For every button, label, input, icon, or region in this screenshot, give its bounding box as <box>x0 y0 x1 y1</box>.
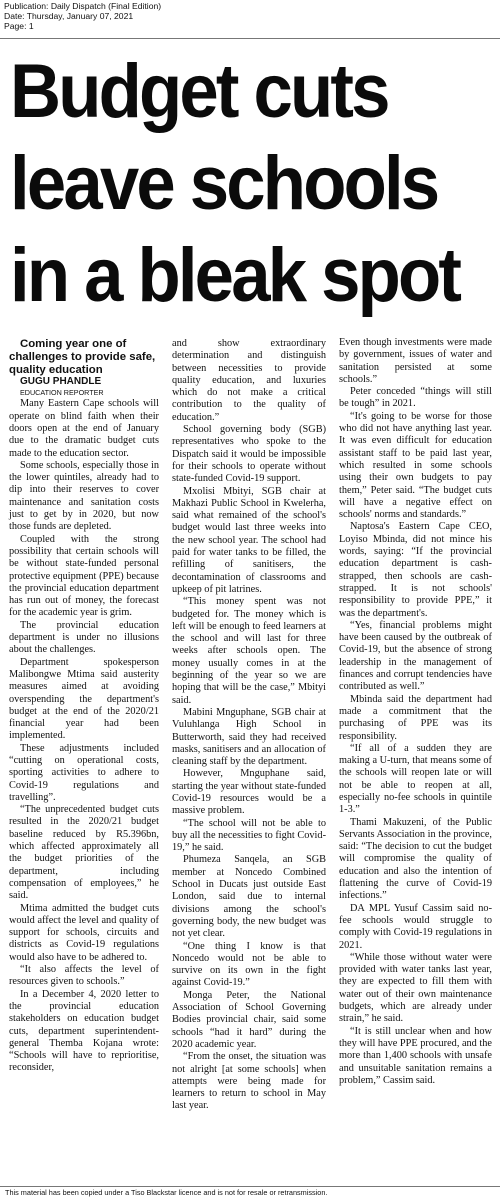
paragraph: “The school will not be able to buy all the necessities to fight Covid-19,” he said. <box>172 817 326 854</box>
page-line: Page: 1 <box>4 21 34 32</box>
top-divider <box>0 38 500 39</box>
paragraph: These adjustments included “cutting on operational costs, sporting activities to adhere to Covid-19 regulations and travelling”. <box>9 742 159 803</box>
paragraph: Monga Peter, the National Association of School Governing Bodies provincial chair, said some schools “had it hard” during the 2020 academic year. <box>172 989 326 1050</box>
paragraph: Naptosa's Eastern Cape CEO, Loyiso Mbinda, did not mince his words, saying: “If the provincial education department is cash-strapped, then schools are cash-strapped. It is not schools' responsibility to provide PPE,” it was the department's. <box>339 521 492 619</box>
paragraph: Many Eastern Cape schools will operate on blind faith when their doors open at the end of January due to the dramatic budget cuts made to the education sector. <box>9 398 159 459</box>
paragraph: “The unprecedented budget cuts resulted in the 2020/21 budget baseline reduced by R5.396bn, which affected approximately all the budget priorities of the department, including compensation of employees,” he said. <box>9 804 159 902</box>
paragraph: “While those without water were provided with water tanks last year, they are expected to fill them with water out of their own maintenance budgets, which are already under strain,” he said. <box>339 951 492 1025</box>
article-column-2 <box>172 338 326 1113</box>
paragraph: “It's going to be worse for those who did not have anything last year. It was even difficult for education assistant staff to be paid last year, which resulted in some schools using their own budgets to pay them,” Peter said. “The budget cuts will have a negative effect on schools' norms and standards.” <box>339 410 492 521</box>
paragraph: “Yes, financial problems might have been caused by the outbreak of Covid-19, but the absence of strong leadership in the management of finances and corrupt tendencies have contributed as well.” <box>339 619 492 693</box>
headline-line-2: leave schools <box>10 141 438 226</box>
paragraph: “If all of a sudden they are making a U-turn, that means some of the schools will reopen late or will not be able to reopen at all, especially no-fee schools in quintile 1-3.” <box>339 742 492 816</box>
publication-meta <box>4 1 161 32</box>
headline <box>10 46 460 322</box>
headline-line-3: in a bleak spot <box>10 233 460 318</box>
copyright-footer: This material has been copied under a Tiso Blackstar licence and is not for resale or retransmission. <box>5 1188 328 1197</box>
paragraph: Thami Makuzeni, of the Public Servants Association in the province, said: “The decision to cut the budget will compromise the quality of education and also the intention of flattening the curve of Covid-19 infections.” <box>339 816 492 902</box>
paragraph: The provincial education department is under no illusions about the challenges. <box>9 619 159 656</box>
paragraph: Phumeza Sanqela, an SGB member at Noncedo Combined School in Ducats just outside East London, said due to internal divisions among the school's governing body, the new budget was not yet clear. <box>172 854 326 940</box>
paragraph: Coupled with the strong possibility that certain schools will be without state-funded personal protective equipment (PPE) because the provincial education department has run out of money, the forecast for the academic year is grim. <box>9 533 159 619</box>
date-line: Date: Thursday, January 07, 2021 <box>4 11 134 22</box>
paragraph: “It is still unclear when and how they will have PPE procured, and the more than 1,400 schools with unsafe and unsuitable sanitation remains a problem,” Cassim said. <box>339 1025 492 1086</box>
paragraph: “It also affects the level of resources given to schools.” <box>9 964 159 988</box>
headline-line-1: Budget cuts <box>10 49 388 134</box>
byline-role: EDUCATION REPORTER <box>20 388 104 398</box>
paragraph: Mbinda said the department had made a commitment that the purchasing of PPE was its responsibility. <box>339 693 492 742</box>
paragraph: However, Mnguphane said, starting the year without state-funded Covid-19 resources would be a massive problem. <box>172 768 326 817</box>
byline: GUGU PHANDLE <box>20 376 102 388</box>
paragraph: In a December 4, 2020 letter to the provincial education stakeholders on education budget cuts, department superintendent-general Themba Kojana wrote: “Schools will have to reprioritise, reconsider, <box>9 988 159 1074</box>
paragraph-continued: and show extraordinary determination and distinguish between necessities to provide quality education, and luxuries which do not make a critical contribution to the quality of education.” <box>172 338 326 423</box>
deck: Coming year one of challenges to provide safe, quality education <box>9 338 156 376</box>
paragraph-continued: Even though investments were made by government, issues of water and sanitation persisted at some schools.” <box>339 337 492 385</box>
paragraph: Mtima admitted the budget cuts would affect the level and quality of support for schools, circuits and districts as Covid-19 regulations would also have to be adhered to. <box>9 902 159 963</box>
paragraph: School governing body (SGB) representatives who spoke to the Dispatch said it would be impossible for their schools to operate without state-funded Covid-19 support. <box>172 424 326 485</box>
article-column-3 <box>339 337 492 1087</box>
paragraph: DA MPL Yusuf Cassim said no-fee schools would struggle to comply with Covid-19 regulations in 2021. <box>339 902 492 951</box>
bottom-divider <box>0 1186 500 1187</box>
paragraph: Mabini Mnguphane, SGB chair at Vuluhlanga High School in Butterworth, said they had received masks, sanitisers and an allocation of cleaning staff by the department. <box>172 706 326 768</box>
publication-line: Publication: Daily Dispatch (Final Edition) <box>4 1 162 11</box>
paragraph: Mxolisi Mbityi, SGB chair at Makhazi Public School in Kwelerha, said what remained of the school's budget would last three weeks into the new school year. The school had paid for water tanks to be filled, the refilling of sanitisers, the decontamination of classrooms and upkeep of pit latrines. <box>172 485 326 595</box>
paragraph: “One thing I know is that Noncedo would not be able to survive on its own in the fight against Covid-19.” <box>172 940 326 989</box>
paragraph: Department spokesperson Malibongwe Mtima said austerity measures aimed at avoiding overspending the department's budget at the end of the 2020/21 financial year had been implemented. <box>9 656 159 742</box>
paragraph: Some schools, especially those in the lower quintiles, already had to dip into their reserves to cover maintenance and sanitation costs just to get by in 2020, but now those funds are depleted. <box>9 459 159 533</box>
paragraph: “From the onset, the situation was not alright [at some schools] when attempts were being made for learners to return to school in May last year. <box>172 1051 326 1112</box>
paragraph: “This money spent was not budgeted for. The money which is left will be enough to feed learners at the school and will last for three weeks after schools open. The money usually comes in at the beginning of the year so we are hoping that will be the case,” Mbityi said. <box>172 596 326 706</box>
article-column-1 <box>9 338 159 1075</box>
paragraph: Peter conceded “things will still be tough” in 2021. <box>339 386 492 410</box>
